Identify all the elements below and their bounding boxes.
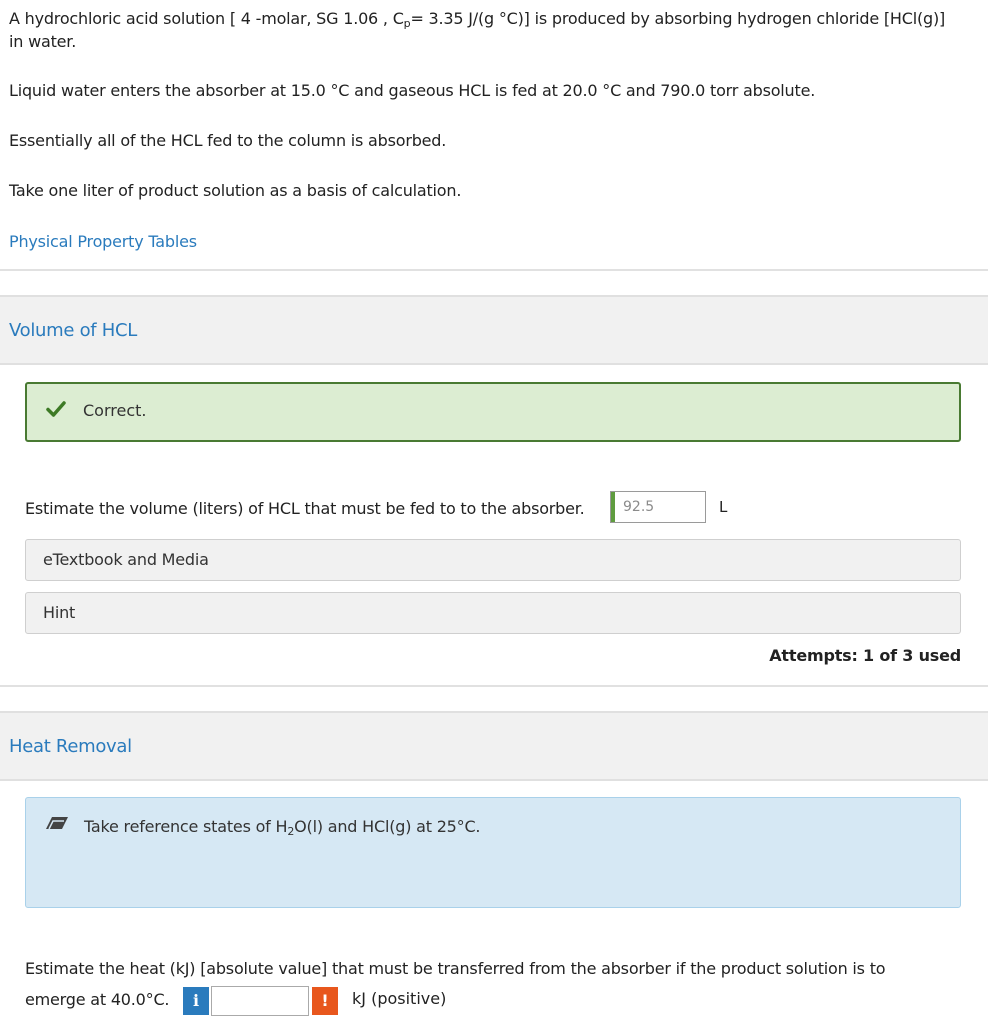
section-title-volume[interactable]: Volume of HCL [9,320,137,341]
problem-absorption-note: Essentially all of the HCL fed to the column is absorbed. [9,131,447,150]
divider [0,269,988,271]
reference-state-note-box [25,797,961,908]
volume-answer-input[interactable] [610,491,706,523]
physical-property-tables-link[interactable]: Physical Property Tables [9,232,197,251]
problem-inlet-conditions: Liquid water enters the absorber at 15.0 °C and gaseous HCL is fed at 20.0 °C and 790.0 torr absolute. [9,81,816,100]
volume-unit-label: L [719,498,728,516]
note-text: Take reference states of H [84,817,288,836]
attempts-counter: Attempts: 1 of 3 used [769,646,961,665]
volume-answer-value: 92.5 [623,499,655,515]
section-title-heat[interactable]: Heat Removal [9,736,132,757]
correct-feedback-box [25,382,961,442]
info-icon[interactable]: i [183,987,209,1015]
section-header-heat[interactable] [0,711,988,781]
section-header-volume[interactable] [0,295,988,365]
problem-basis-note: Take one liter of product solution as a basis of calculation. [9,181,462,200]
etextbook-media-button[interactable] [25,539,961,581]
problem-text-cont: = 3.35 J/(g °C)] is produced by absorbing hydrogen chloride [HCl(g)] [410,9,946,28]
warning-icon[interactable]: ! [312,987,338,1015]
pencil-icon [44,813,70,831]
note-text-cont: O(l) and HCl(g) at 25°C. [294,817,481,836]
h2o-subscript: 2 [287,825,295,838]
correct-indicator-bar [611,492,615,522]
cp-subscript: p [403,17,411,30]
problem-text: A hydrochloric acid solution [ 4 -molar, SG 1.06 , C [9,9,404,28]
hint-button[interactable] [25,592,961,634]
divider [0,685,988,687]
heat-question-line2: emerge at 40.0°C. [25,990,170,1009]
problem-statement-line1 [9,7,945,35]
hint-label: Hint [43,603,76,622]
checkmark-icon [45,398,67,420]
problem-statement-line2: in water. [9,32,77,51]
heat-unit-label: kJ (positive) [352,989,447,1008]
heat-answer-input[interactable] [211,986,309,1016]
heat-question-line1: Estimate the heat (kJ) [absolute value] that must be transferred from the absorber if the product solution is to [25,959,886,978]
correct-status-text: Correct. [83,401,147,420]
volume-question: Estimate the volume (liters) of HCL that must be fed to to the absorber. [25,499,585,518]
reference-state-note [84,817,480,838]
etextbook-media-label: eTextbook and Media [43,550,209,569]
